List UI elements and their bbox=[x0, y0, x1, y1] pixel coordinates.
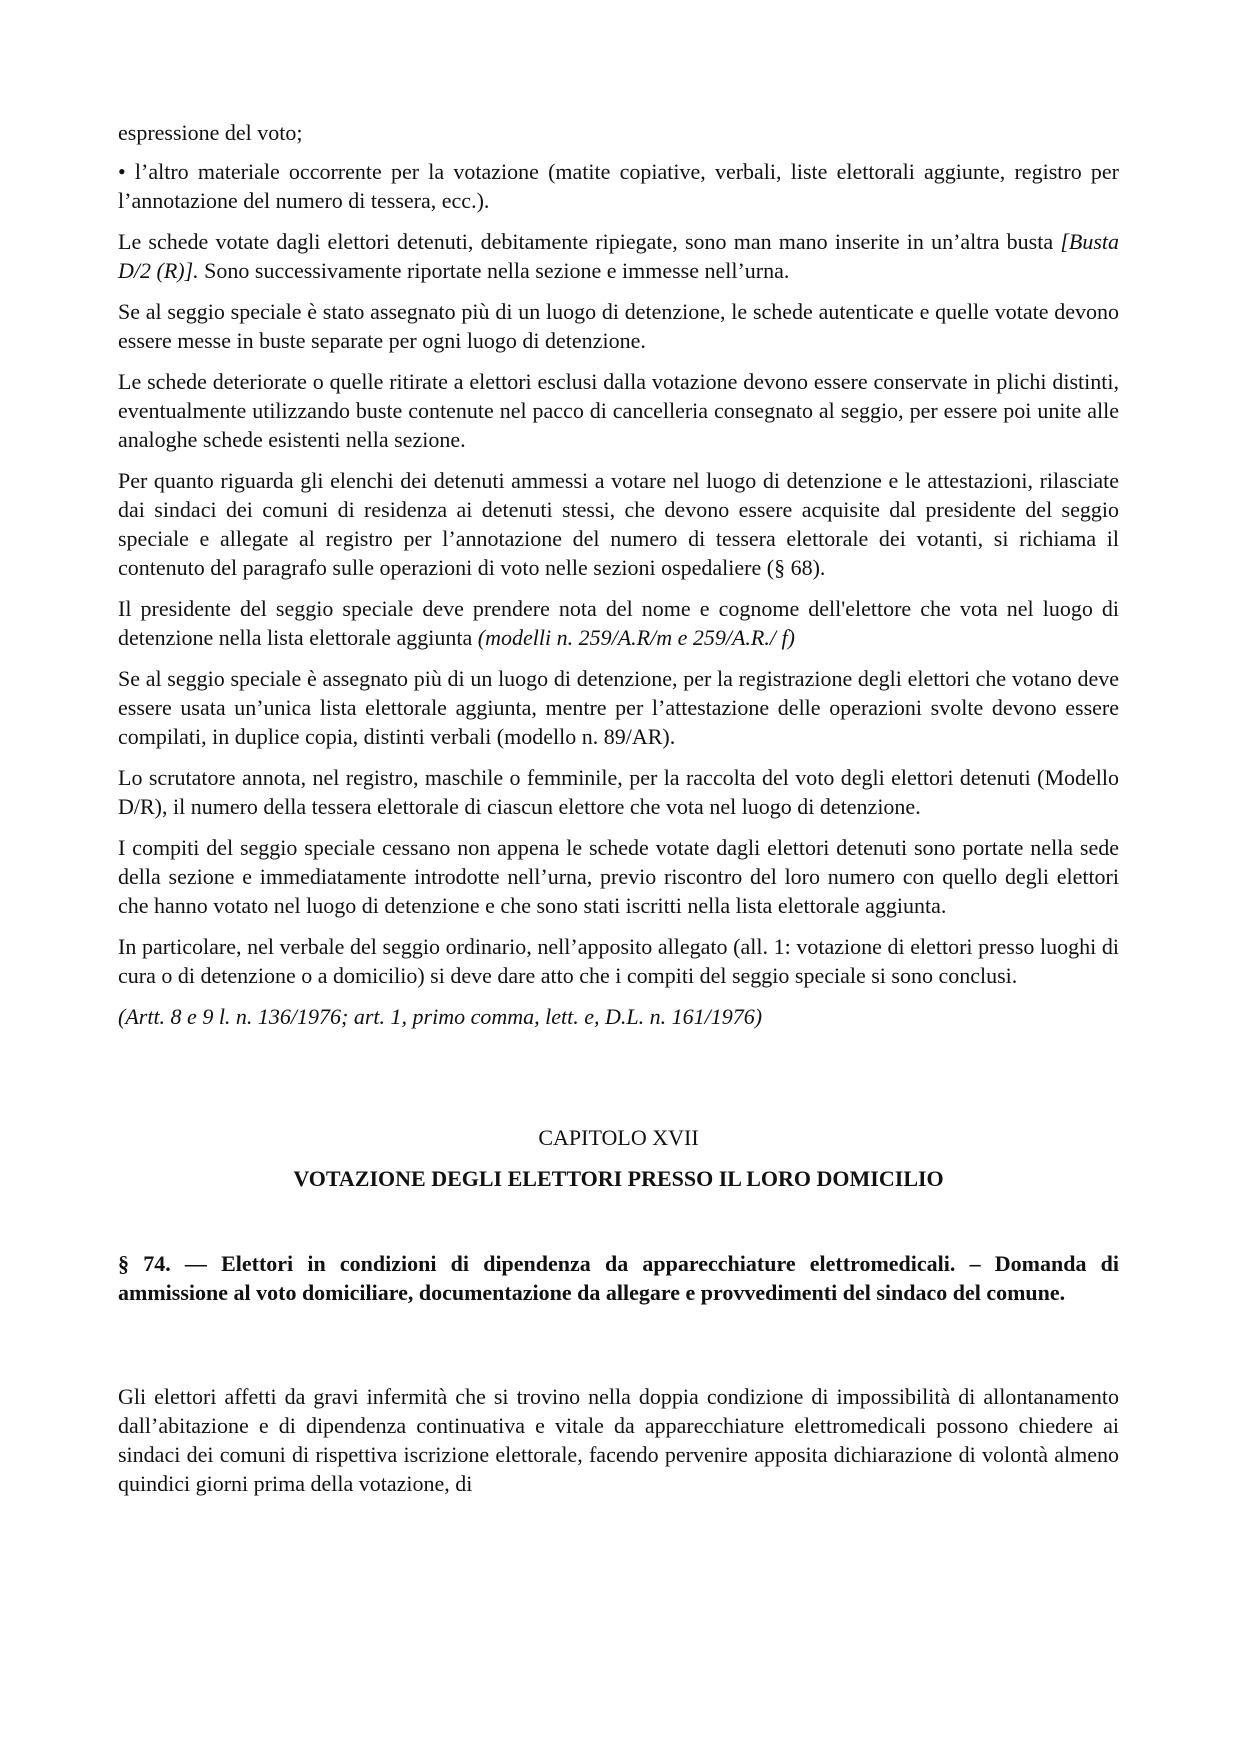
paragraph-voto-expression: espressione del voto; bbox=[118, 120, 303, 145]
paragraph-schede-votate bbox=[118, 227, 1119, 285]
paragraph-registrazione-elettori: Se al seggio speciale è assegnato più di un luogo di detenzione, per la registrazione degli elettori che votano deve essere usata un’unica lista elettorale aggiunta, mentre per l’attestazione delle operazioni svolte devono essere compilati, in duplice copia, distinti verbali (modello n. 89/AR). bbox=[118, 666, 1119, 749]
paragraph-luoghi-detenzione: Se al seggio speciale è stato assegnato più di un luogo di detenzione, le schede autenticate e quelle votate devono essere messe in buste separate per ogni luogo di detenzione. bbox=[118, 299, 1119, 353]
chapter-number: CAPITOLO XVII bbox=[538, 1125, 699, 1150]
paragraph-scrutatore: Lo scrutatore annota, nel registro, maschile o femminile, per la raccolta del voto degli elettori detenuti (Modello D/R), il numero della tessera elettorale di ciascun elettore che vota nel luogo di detenzione. bbox=[118, 765, 1119, 819]
paragraph-schede-deteriorate: Le schede deteriorate o quelle ritirate a elettori esclusi dalla votazione devono essere conservate in plichi distinti, eventualmente utilizzando buste contenute nel pacco di cancelleria consegnato al seggio, per essere poi unite alle analoghe schede esistenti nella sezione. bbox=[118, 369, 1119, 452]
paragraph-text: Sono successivamente riportate nella sezione e immesse nell’urna. bbox=[198, 258, 790, 283]
paragraph-elettori-infermita: Gli elettori affetti da gravi infermità che si trovino nella doppia condizione di impossibilità di allontanamento dall’abitazione e di dipendenza continuativa e vitale da apparecchiature elettromedicali possono chiedere ai sindaci dei comuni di rispettiva iscrizione elettorale, facendo pervenire apposita dichiarazione di volontà almeno quindici giorni prima della votazione, di bbox=[118, 1384, 1119, 1496]
paragraph-bullet-material: • l’altro materiale occorrente per la votazione (matite copiative, verbali, liste elettorali aggiunte, registro per l’annotazione del numero di tessera, ecc.). bbox=[118, 159, 1119, 213]
chapter-header bbox=[118, 1123, 1119, 1193]
legal-citation: (Artt. 8 e 9 l. n. 136/1976; art. 1, primo comma, lett. e, D.L. n. 161/1976) bbox=[118, 1004, 763, 1029]
document-page bbox=[118, 118, 1119, 1510]
paragraph-elenchi-detenuti: Per quanto riguarda gli elenchi dei detenuti ammessi a votare nel luogo di detenzione e le attestazioni, rilasciate dai sindaci dei comuni di residenza ai detenuti stessi, che devono essere acquisite dal presidente del seggio speciale e allegate al registro per l’annotazione del numero di tessera elettorale dei votanti, si richiama il contenuto del paragrafo sulle operazioni di voto nelle sezioni ospedaliere (§ 68). bbox=[118, 468, 1119, 580]
paragraph-text: Le schede votate dagli elettori detenuti, debitamente ripiegate, sono man mano inserite in un’altra busta bbox=[118, 229, 1061, 254]
section-heading: § 74. — Elettori in condizioni di dipendenza da apparecchiature elettromedicali. – Domanda di ammissione al voto domiciliare, documentazione da allegare e provvedimenti del sindaco del comune. bbox=[118, 1251, 1119, 1305]
paragraph-presidente-nota bbox=[118, 594, 1119, 652]
paragraph-text: Il presidente del seggio speciale deve prendere nota del nome e cognome dell'elettore che vota nel luogo di detenzione nella lista elettorale aggiunta bbox=[118, 596, 1119, 650]
paragraph-compiti-cessano: I compiti del seggio speciale cessano non appena le schede votate dagli elettori detenuti sono portate nella sede della sezione e immediatamente introdotte nell’urna, previo riscontro del loro numero con quello degli elettori che hanno votato nel luogo di detenzione e che sono stati iscritti nella lista elettorale aggiunta. bbox=[118, 835, 1119, 918]
chapter-title: VOTAZIONE DEGLI ELETTORI PRESSO IL LORO DOMICILIO bbox=[293, 1166, 944, 1191]
modelli-reference: (modelli n. 259/A.R/m e 259/A.R./ f) bbox=[477, 625, 795, 650]
paragraph-verbale-ordinario: In particolare, nel verbale del seggio ordinario, nell’apposito allegato (all. 1: votazione di elettori presso luoghi di cura o di detenzione o a domicilio) si deve dare atto che i compiti del seggio speciale si sono conclusi. bbox=[118, 934, 1119, 988]
busta-reference: [Busta D/2 (R)]. bbox=[118, 229, 1119, 283]
